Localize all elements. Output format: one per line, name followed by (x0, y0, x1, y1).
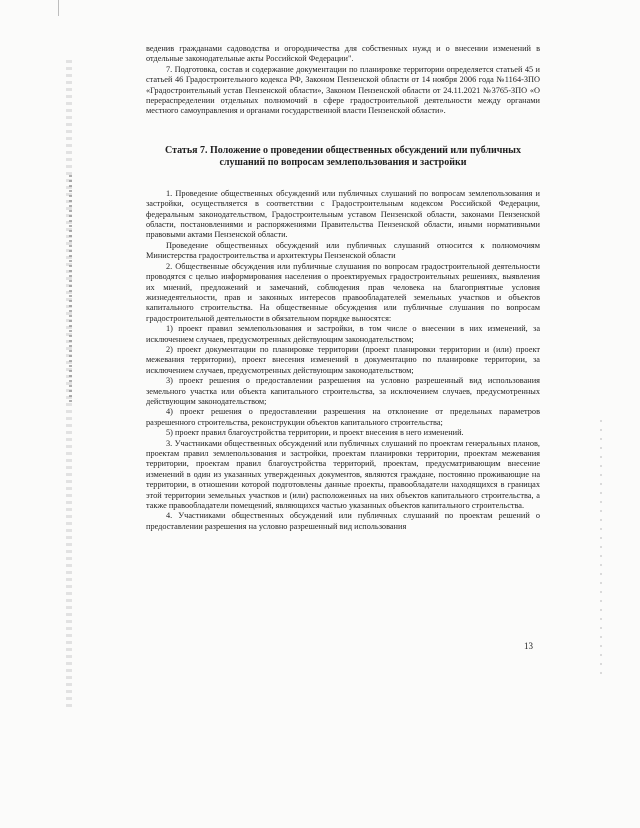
list-item: 5) проект правил благоустройства территории, и проект внесения в него изменений. (166, 428, 464, 438)
scan-binding-edge-dark (69, 175, 72, 405)
article-heading: Статья 7. Положение о проведении общественных обсуждений или публичных слушаний по вопросам землепользования и застройки (165, 144, 521, 168)
paragraph: 1. Проведение общественных обсуждений или публичных слушаний по вопросам землепользования и застройки, осуществляется в соответствии с Градостроительным кодексом Российской Федерации, федеральным законодательством, Градостроительным уставом Пензенской области, законами Пензенской области, постановлениями и распоряжениями Правительства Пензенской области, иными нормативными правовыми актами Пензенской области. (146, 188, 540, 240)
scan-artifact-right (600, 420, 602, 680)
scan-mark (58, 0, 59, 16)
list-item: 4) проект решения о предоставлении разрешения на отклонение от предельных параметров разрешенного строительства, реконструкции объектов капитального строительства; (146, 407, 540, 427)
paragraph: 7. Подготовка, состав и содержание документации по планировке территории определяется статьей 45 и статьей 46 Градостроительного кодекса РФ, Законом Пензенской области от 14 ноября 2006 года №1164-ЗПО «Градостроительный устав Пензенской области», Законом Пензенской области от 24.11.2021 №3765-ЗПО «О перераспределении отдельных полномочий в сфере градостроительной деятельности между органами местного самоуправления и органами государственной власти Пензенской области». (146, 64, 540, 116)
paragraph: 3. Участниками общественных обсуждений или публичных слушаний по проектам генеральных планов, проектам правил землепользования и застройки, проектам планировки территории, проектам межевания территории, проектам правил благоустройства территорий, проектам, предусматривающим внесение изменений в один из указанных утвержденных документов, являются граждане, постоянно проживающие на территории, в отношении которой подготовлены данные проекты, правообладатели находящихся в границах этой территории земельных участков и (или) расположенных на них объектов капитального строительства, а также правообладатели помещений, являющихся частью указанных объектов капитального строительства. (146, 438, 540, 511)
paragraph: 4. Участниками общественных обсуждений или публичных слушаний по проектам решений о предоставлении разрешения на условно разрешенный вид использования (146, 511, 540, 531)
page-number: 13 (524, 641, 533, 651)
paragraph: веденив гражданами садоводства и огородничества для собственных нужд и о внесении изменений в отдельные законодательные акты Российской Федерации". (146, 44, 540, 64)
list-item: 1) проект правил землепользования и застройки, в том числе о внесении в них изменений, за исключением случаев, предусмотренных действующим законодательством; (146, 324, 540, 344)
list-item: 3) проект решения о предоставлении разрешения на условно разрешенный вид использования земельного участка или объекта капитального строительства, за исключением случаев, предусмотренных действующим законодательством; (146, 376, 540, 406)
paragraph: 2. Общественные обсуждения или публичные слушания по вопросам градостроительной деятельности проводятся с целью информирования населения о проектируемых градостроительных решениях, выявления их мнений, предложений и замечаний, соблюдения прав человека на благоприятные условия жизнедеятельности, прав и законных интересов правообладателей земельных участков и объектов капитального строительства. На общественные обсуждения или публичные слушания по вопросам градостроительной деятельности в обязательном порядке выносятся: (146, 261, 540, 323)
document-text (146, 44, 540, 532)
paragraph: Проведение общественных обсуждений или публичных слушаний относится к полномочиям Министерства градостроительства и архитектуры Пензенской области (146, 240, 540, 261)
list-item: 2) проект документации по планировке территории (проект планировки территории и (или) проект межевания территории), проект внесения изменений в документацию по планировке территории, за исключением случаев, предусмотренных действующим законодательством; (146, 344, 540, 375)
